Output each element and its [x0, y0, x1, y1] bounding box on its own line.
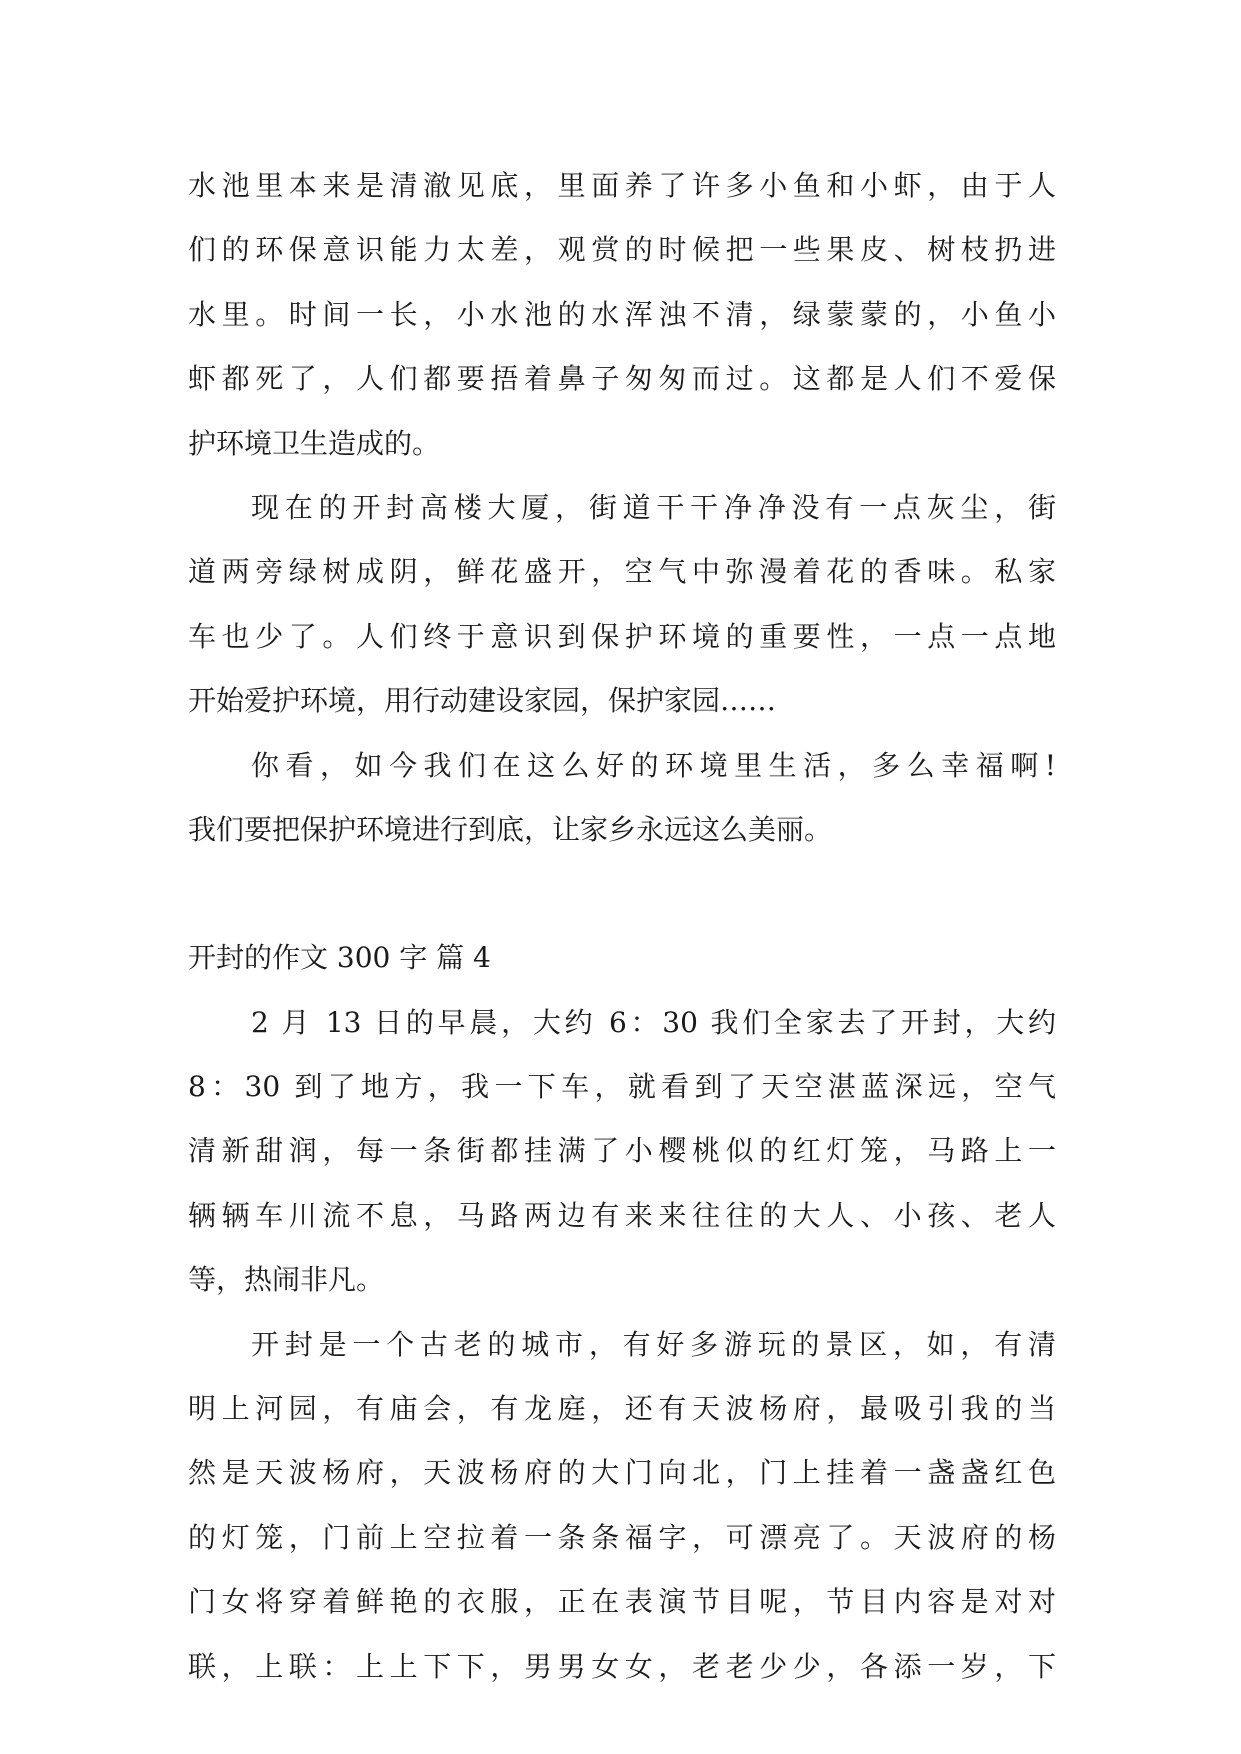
- text-line: 联，上联：上上下下，男男女女，老老少少，各添一岁，下: [188, 1649, 1056, 1683]
- text-line: 虾都死了，人们都要捂着鼻子匆匆而过。这都是人们不爱保: [188, 362, 1056, 396]
- paragraph: [188, 1313, 1056, 1699]
- text-line: 8：30 到了地方，我一下车，就看到了天空湛蓝深远，空气: [188, 1070, 1056, 1104]
- paragraph: [188, 154, 1056, 476]
- text-line: 你看，如今我们在这么好的环境里生活，多么幸福啊!: [251, 748, 1056, 782]
- text-line: 护环境卫生造成的。: [188, 426, 441, 460]
- text-line: 清新甜润，每一条街都挂满了小樱桃似的红灯笼，马路上一: [188, 1134, 1056, 1168]
- text-line: 然是天波杨府，天波杨府的大门向北，门上挂着一盏盏红色: [188, 1456, 1056, 1490]
- text-line: 2 月 13 日的早晨，大约 6：30 我们全家去了开封，大约: [251, 1005, 1056, 1039]
- text-line: 门女将穿着鲜艳的衣服，正在表演节目呢，节目内容是对对: [188, 1585, 1056, 1619]
- section-heading: 开封的作文 300 字 篇 4: [188, 941, 491, 975]
- text-line: 明上河园，有庙会，有龙庭，还有天波杨府，最吸引我的当: [188, 1392, 1056, 1426]
- text-line: 开始爱护环境，用行动建设家园，保护家园……: [188, 684, 777, 718]
- text-line: 等，热闹非凡。: [188, 1263, 385, 1297]
- paragraph: [188, 734, 1056, 863]
- paragraph: [188, 476, 1056, 734]
- paragraph: [188, 991, 1056, 1313]
- text-line: 开封是一个古老的城市，有好多游玩的景区，如，有清: [251, 1327, 1056, 1361]
- text-line: 辆辆车川流不息，马路两边有来来往往的大人、小孩、老人: [188, 1198, 1056, 1232]
- text-line: 水池里本来是清澈见底，里面养了许多小鱼和小虾，由于人: [188, 169, 1056, 202]
- text-line: 的灯笼，门前上空拉着一条条福字，可漂亮了。天波府的杨: [188, 1520, 1056, 1554]
- text-line: 车也少了。人们终于意识到保护环境的重要性，一点一点地: [188, 619, 1056, 653]
- text-line: 现在的开封高楼大厦，街道干干净净没有一点灰尘，街: [251, 490, 1056, 524]
- text-line: 们的环保意识能力太差，观赏的时候把一些果皮、树枝扔进: [188, 233, 1056, 267]
- document-page: [188, 154, 1056, 1699]
- text-line: 水里。时间一长，小水池的水浑浊不清，绿蒙蒙的，小鱼小: [188, 297, 1056, 331]
- text-line: 我们要把保护环境进行到底，让家乡永远这么美丽。: [188, 812, 833, 846]
- text-line: 道两旁绿树成阴，鲜花盛开，空气中弥漫着花的香味。私家: [188, 555, 1056, 589]
